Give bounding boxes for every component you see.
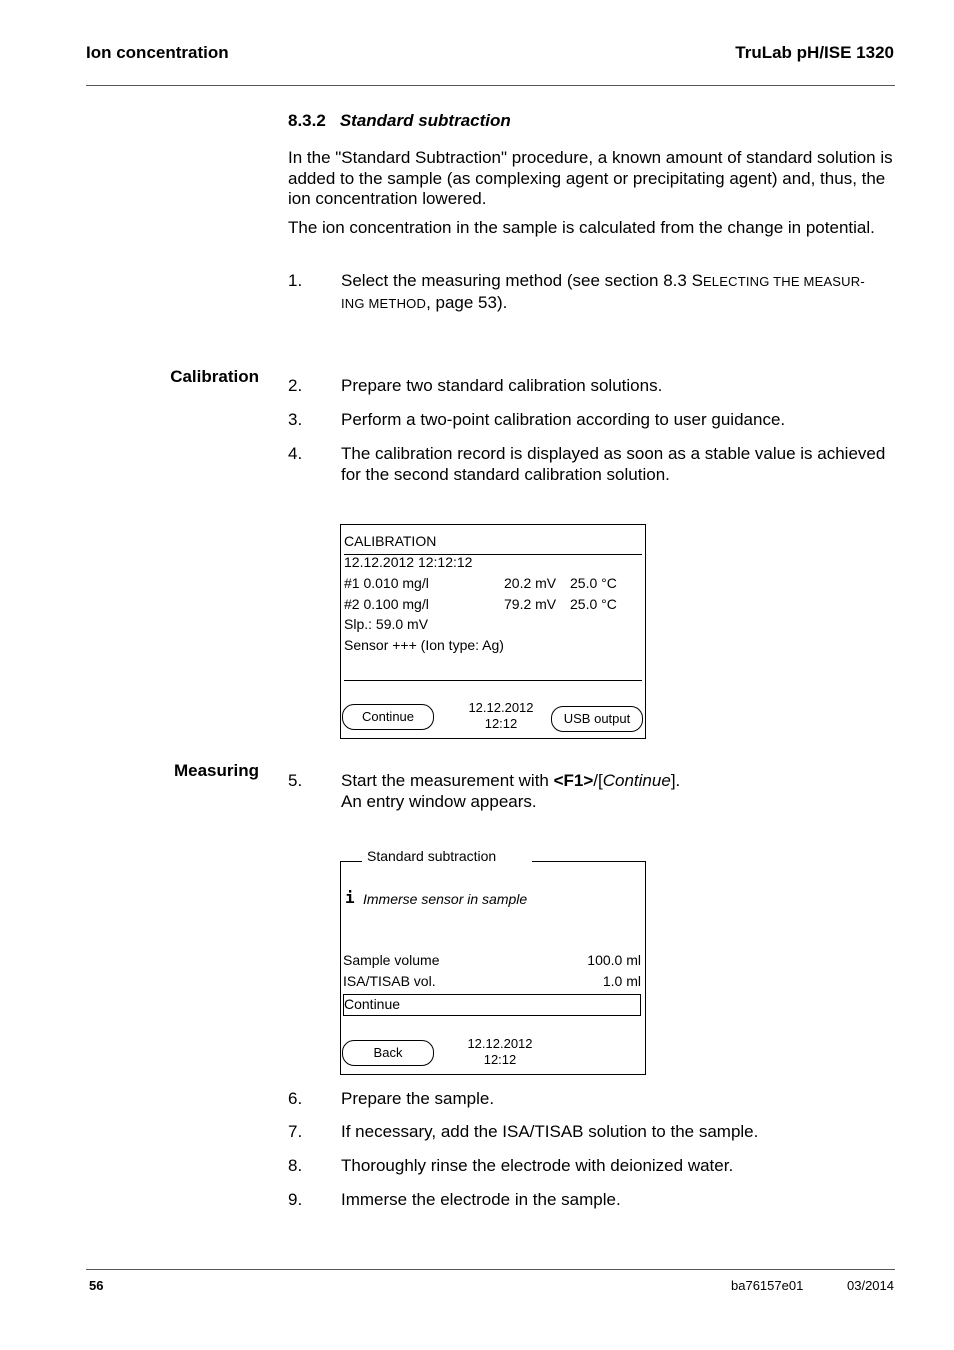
step-1 <box>288 271 900 313</box>
step-text: Prepare the sample. <box>341 1089 495 1108</box>
status-time: 12:12 <box>484 716 518 731</box>
step-text-part: Start the measurement with <box>341 771 554 790</box>
step-text: Prepare two standard calibration solutions. <box>341 376 663 395</box>
step-text-part: /[ <box>593 771 603 790</box>
info-message: Immerse sensor in sample <box>363 891 528 907</box>
calibration-point-1-conc: #1 0.010 mg/l <box>344 575 429 591</box>
step-8 <box>288 1156 900 1178</box>
calibration-point-2-temp: 25.0 °C <box>570 596 617 612</box>
step-6 <box>288 1089 900 1111</box>
continue-button[interactable]: Continue <box>342 704 434 730</box>
info-icon: i <box>345 888 355 907</box>
step-text-part: ]. <box>670 771 681 790</box>
standard-subtraction-screen <box>340 846 646 1075</box>
header-rule <box>86 85 895 86</box>
step-3 <box>288 410 900 432</box>
step-number: 7. <box>288 1122 303 1141</box>
usb-output-button[interactable]: USB output <box>551 706 643 732</box>
document-date: 03/2014 <box>847 1278 894 1293</box>
header-chapter: Ion concentration <box>86 43 229 62</box>
document-number: ba76157e01 <box>731 1278 804 1293</box>
step-text: Immerse the electrode in the sample. <box>341 1190 621 1209</box>
section-number: 8.3.2 <box>288 111 326 130</box>
calibration-datetime: 12.12.2012 12:12:12 <box>344 554 473 570</box>
step-text-part: S <box>691 271 703 290</box>
intro-paragraph-2: The ion concentration in the sample is calculated from the change in potential. <box>288 218 875 237</box>
side-heading-measuring: Measuring <box>173 761 259 780</box>
key-f1: <F1> <box>553 771 594 790</box>
step-number: 3. <box>288 410 303 429</box>
calibration-point-2-conc: #2 0.100 mg/l <box>344 596 429 612</box>
sample-volume-label: Sample volume <box>343 952 440 968</box>
step-text: Perform a two-point calibration according to user guidance. <box>341 410 786 429</box>
page-number: 56 <box>89 1278 104 1293</box>
sample-volume-value[interactable]: 100.0 ml <box>587 952 641 968</box>
side-heading-calibration: Calibration <box>170 367 259 386</box>
step-text: The calibration record is displayed as soon as a stable value is achieved for the second standard calibration solution. <box>341 444 886 484</box>
screen-title: CALIBRATION <box>344 533 437 549</box>
step-text-part: An entry window appears. <box>341 791 537 811</box>
calibration-point-2-mv: 79.2 mV <box>504 596 557 612</box>
step-text-part: , page 53). <box>426 292 508 312</box>
header-product: TruLab pH/ISE 1320 <box>735 43 894 62</box>
screen-divider <box>344 680 642 681</box>
step-2 <box>288 376 900 398</box>
step-number: 5. <box>288 771 303 790</box>
step-4 <box>288 444 900 486</box>
step-text <box>341 771 901 812</box>
step-5 <box>288 771 900 813</box>
isa-tisab-volume-label: ISA/TISAB vol. <box>343 973 436 989</box>
step-text: Thoroughly rinse the electrode with deionized water. <box>341 1156 734 1175</box>
step-number: 1. <box>288 271 303 290</box>
step-7 <box>288 1122 900 1144</box>
step-text: If necessary, add the ISA/TISAB solution to the sample. <box>341 1122 759 1141</box>
continue-menu-item[interactable]: Continue <box>343 994 641 1016</box>
section-title: Standard subtraction <box>339 111 511 130</box>
softkey-continue: Continue <box>602 771 671 790</box>
intro-paragraph-1: In the "Standard Subtraction" procedure, a known amount of standard solution is added to the sample (as complexing agent or precipitating agent) and, thus, the ion concentration lowered. <box>288 148 893 208</box>
status-date: 12.12.2012 <box>467 1036 533 1051</box>
step-text-smallcaps: ING METHOD <box>341 295 427 311</box>
step-number: 4. <box>288 444 303 463</box>
back-button[interactable]: Back <box>342 1040 434 1066</box>
footer-rule <box>86 1269 895 1270</box>
step-9 <box>288 1190 900 1212</box>
isa-tisab-volume-value[interactable]: 1.0 ml <box>602 973 641 989</box>
screen-title: Standard subtraction <box>362 848 532 864</box>
status-datetime <box>456 1036 544 1068</box>
calibration-screen <box>340 524 646 739</box>
step-number: 8. <box>288 1156 303 1175</box>
step-text <box>341 271 901 314</box>
status-date: 12.12.2012 <box>468 700 534 715</box>
calibration-slope: Slp.: 59.0 mV <box>344 616 429 632</box>
status-datetime <box>457 700 545 732</box>
calibration-point-1-mv: 20.2 mV <box>504 575 557 591</box>
step-number: 9. <box>288 1190 303 1209</box>
status-time: 12:12 <box>483 1052 517 1067</box>
sensor-evaluation: Sensor +++ (Ion type: Ag) <box>344 637 504 653</box>
step-number: 6. <box>288 1089 303 1108</box>
step-text-smallcaps: ELECTING THE MEASUR- <box>702 274 865 289</box>
section-heading <box>288 111 511 131</box>
step-number: 2. <box>288 376 303 395</box>
step-text-part: Select the measuring method (see section 8.3 <box>341 271 692 290</box>
calibration-point-1-temp: 25.0 °C <box>570 575 617 591</box>
